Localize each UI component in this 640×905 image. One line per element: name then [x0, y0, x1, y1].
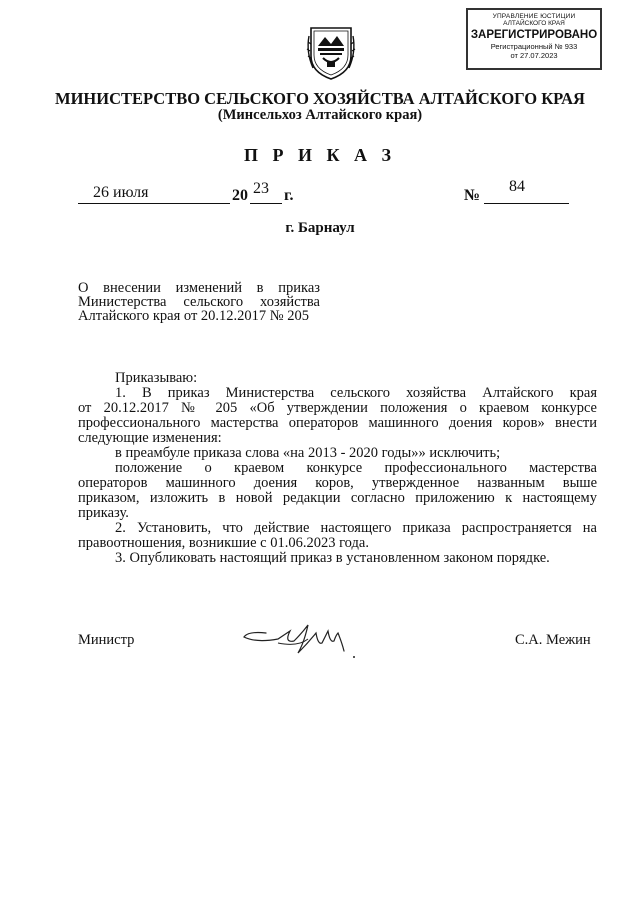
- ministry-name: МИНИСТЕРСТВО СЕЛЬСКОГО ХОЗЯЙСТВА АЛТАЙСКОГО КРАЯ: [55, 89, 585, 108]
- coat-of-arms-icon: [305, 22, 357, 82]
- order-date: 26 июля: [93, 184, 149, 201]
- body-line: от 20.12.2017 № 205 «Об утверждении положения о краевом конкурсе: [78, 400, 597, 416]
- city: г. Барнаул: [285, 220, 355, 236]
- order-number-label: №: [464, 187, 481, 204]
- registration-stamp: [466, 8, 602, 70]
- order-year-marker: г.: [284, 187, 294, 204]
- subject-line: О внесении изменений в приказ: [78, 280, 320, 296]
- subject-line: Министерства сельского хозяйства: [78, 294, 320, 310]
- body-line: профессионального мастерства операторов машинного доения коров» внести: [78, 415, 597, 431]
- stamp-title: ЗАРЕГИСТРИРОВАНО: [470, 29, 598, 41]
- stamp-authority-line2: АЛТАЙСКОГО КРАЯ: [503, 20, 565, 27]
- ministry-short-name: (Минсельхоз Алтайского края): [217, 107, 423, 123]
- date-underline: [78, 203, 230, 204]
- body-line: следующие изменения:: [78, 430, 222, 446]
- body-line: правоотношения, возникшие с 01.06.2023 года.: [78, 535, 369, 551]
- body-line: приказу.: [78, 505, 129, 521]
- signatory-position: Министр: [78, 632, 135, 648]
- body-line: положение о краевом конкурсе профессионального мастерства: [115, 460, 597, 476]
- body-line: 2. Установить, что действие настоящего приказа распространяется на: [115, 520, 597, 536]
- signatory-name: С.А. Межин: [515, 632, 591, 648]
- body-intro: Приказываю:: [115, 370, 198, 386]
- document-type: П Р И К А З: [243, 145, 397, 165]
- subject-line: Алтайского края от 20.12.2017 № 205: [78, 308, 310, 324]
- order-number: 84: [509, 178, 525, 195]
- number-underline: [484, 203, 569, 204]
- body-line: 1. В приказ Министерства сельского хозяйства Алтайского края: [115, 385, 597, 401]
- year-underline: [250, 203, 282, 204]
- body-line: приказом, изложить в новой редакции согласно приложению к настоящему: [78, 490, 597, 506]
- order-year-suffix: 23: [253, 180, 269, 197]
- stamp-reg-date: от 27.07.2023: [510, 51, 558, 60]
- order-body: [78, 371, 597, 566]
- handwritten-signature: [238, 613, 368, 668]
- stamp-reg-number: Регистрационный № 933: [490, 42, 578, 51]
- body-line: 3. Опубликовать настоящий приказ в установленном законом порядке.: [115, 550, 550, 566]
- body-line: операторов машинного доения коров, утвержденное названным выше: [78, 475, 597, 491]
- stamp-authority-line1: УПРАВЛЕНИЕ ЮСТИЦИИ: [492, 13, 576, 20]
- body-line: в преамбуле приказа слова «на 2013 - 2020 годы»» исключить;: [115, 445, 501, 461]
- order-subject: [78, 281, 320, 323]
- order-year-prefix: 20: [232, 187, 248, 204]
